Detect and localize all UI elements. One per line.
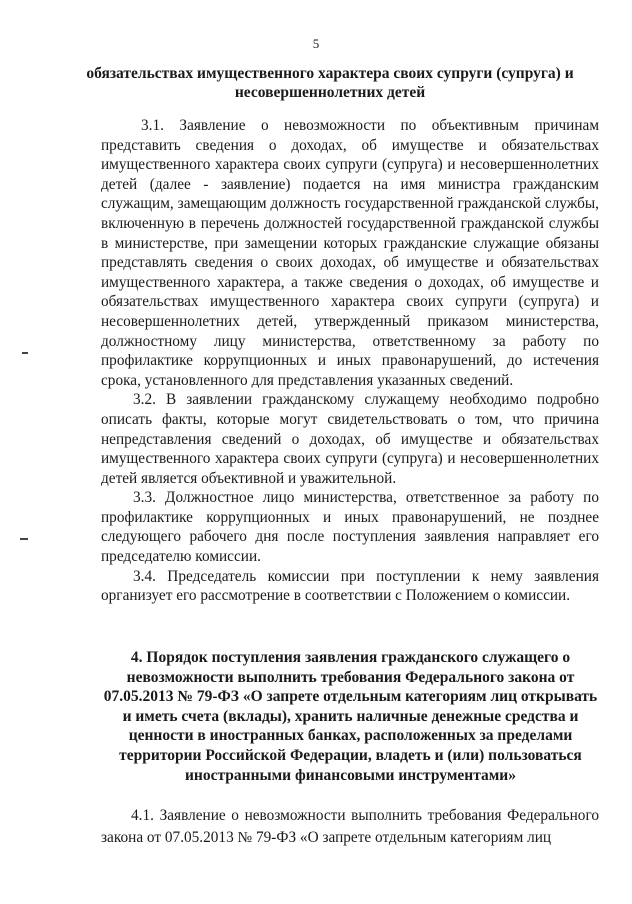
section4-body bbox=[101, 805, 599, 849]
section-heading-continuation: обязательствах имущественного характера своих супруги (супруга) и несовершеннолетних детей bbox=[86, 65, 574, 101]
margin-mark bbox=[22, 352, 28, 354]
section3-body bbox=[101, 116, 599, 606]
paragraph-4-1: 4.1. Заявление о невозможности выполнить требования Федерального закона от 07.05.2013 № 79-ФЗ «О запрете отдельным категориям лиц bbox=[101, 807, 599, 846]
paragraph-3-2: 3.2. В заявлении гражданскому служащему необходимо подробно описать факты, которые могут свидетельствовать о том, что причина непредставления сведений о доходах, об имуществе и обязательствах имущественного характера своих супруги (супруга) и несовершеннолетних детей является объективной и уважительной. bbox=[101, 391, 599, 487]
section4-heading: 4. Порядок поступления заявления гражданского служащего о невозможности выполнить требования Федерального закона от 07.05.2013 № 79-ФЗ «О запрете отдельным категориям лиц открывать и иметь счета (вклады), хранить наличные денежные средства и ценности в иностранных банках, расположенных за пределами территории Российской Федерации, владеть и (или) пользоваться иностранными финансовыми инструментами» bbox=[103, 649, 598, 784]
margin-mark bbox=[20, 538, 28, 540]
paragraph-3-3: 3.3. Должностное лицо министерства, ответственное за работу по профилактике коррупционных и иных правонарушений, не позднее следующего рабочего дня после поступления заявления направляет его председателю комиссии. bbox=[101, 489, 599, 566]
paragraph-3-1: 3.1. Заявление о невозможности по объективным причинам представить сведения о доходах, об имуществе и обязательствах имущественного характера своих супруги (супруга) и несовершеннолетних детей (далее - заявление) подается на имя министра гражданским служащим, замещающим должность государственной гражданской службы, включенную в перечень должностей государственной гражданской службы в министерстве, при замещении которых гражданские служащие обязаны представлять сведения о своих доходах, об имуществе и обязательствах имущественного характера, а также сведения о доходах, об имуществе и обязательствах имущественного характера своих супруги (супруга) и несовершеннолетних детей, утвержденный приказом министерства, должностному лицу министерства, ответственному за работу по профилактике коррупционных и иных правонарушений, до истечения срока, установленного для представления указанных сведений. bbox=[101, 117, 599, 389]
page-number: 5 bbox=[312, 36, 320, 51]
paragraph-3-4: 3.4. Председатель комиссии при поступлении к нему заявления организует его рассмотрение в соответствии с Положением о комиссии. bbox=[101, 567, 599, 605]
